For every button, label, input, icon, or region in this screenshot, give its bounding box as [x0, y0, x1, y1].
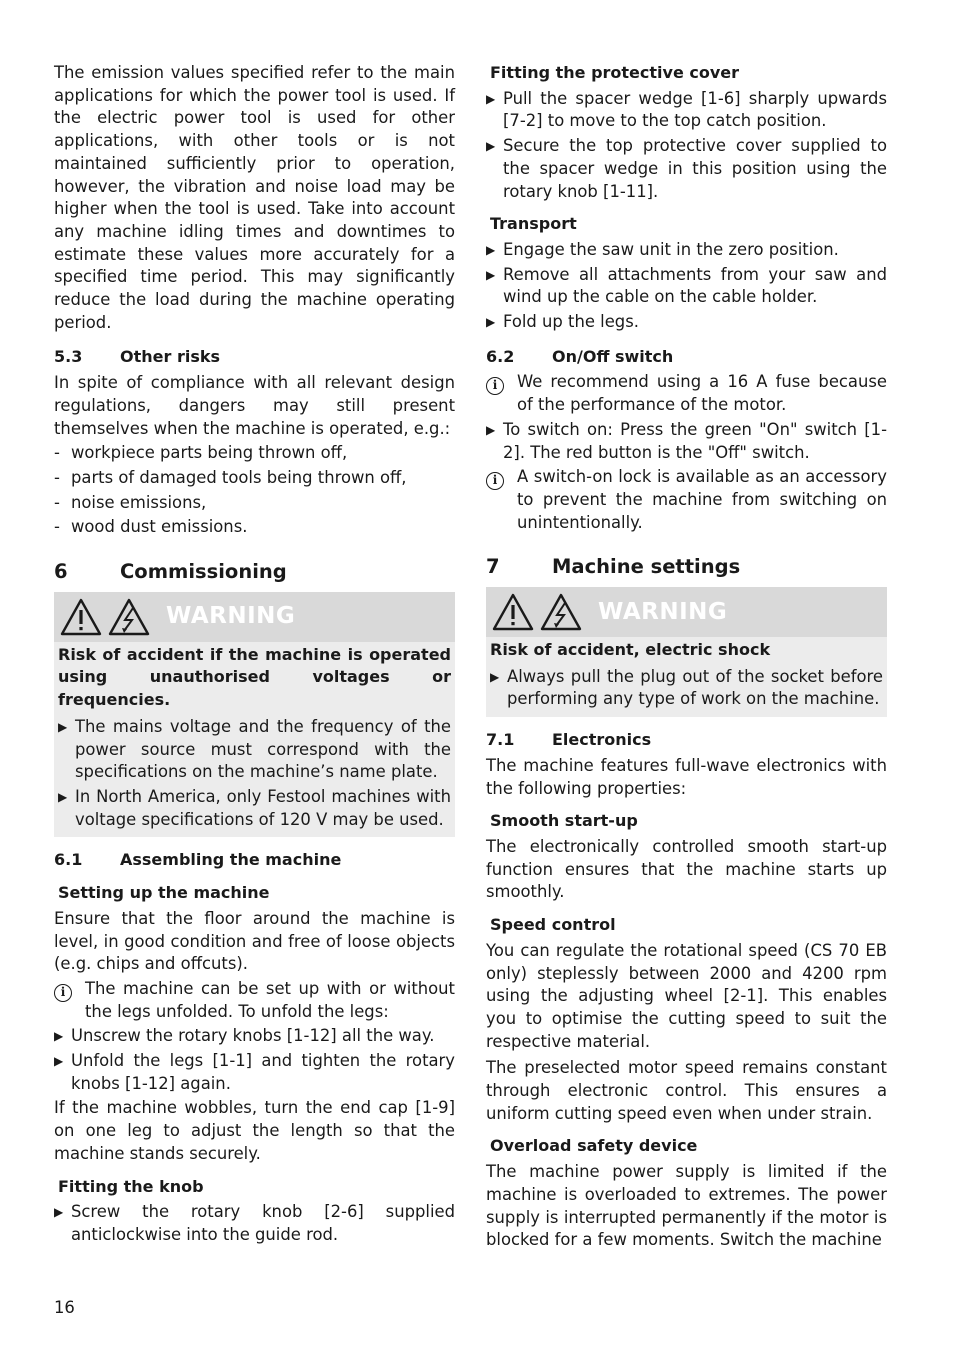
section-6-2-heading	[486, 346, 887, 369]
speed-control-subheading: Speed control	[490, 915, 616, 935]
arrow-bullet-icon: ▶	[486, 242, 496, 257]
right-column	[486, 62, 887, 1252]
smooth-start-paragraph: The electronically controlled smooth start-up function ensures that the machine starts up smoothly.	[486, 836, 887, 902]
list-item: - wood dust emissions.	[54, 517, 248, 537]
transport-subheading: Transport	[490, 214, 577, 234]
overload-paragraph: The machine power supply is limited if the machine is overloaded to extremes. The power supply is interrupted permanently if the motor is blocked for a few moments. Switch the machine	[486, 1162, 887, 1250]
section-6-1-heading	[54, 849, 455, 872]
info-note: i We recommend using a 16 A fuse because of the performance of the motor.	[486, 371, 887, 416]
list-item: ▶ Engage the saw unit in the zero position.	[486, 239, 887, 262]
section-7-1-heading	[486, 729, 887, 752]
info-icon: i	[486, 377, 504, 395]
warning-box	[486, 587, 887, 717]
smooth-start-subheading: Smooth start-up	[490, 811, 638, 831]
list-item: - parts of damaged tools being thrown off,	[54, 467, 407, 487]
info-note: i The machine can be set up with or without the legs unfolded. To unfold the legs:	[54, 978, 455, 1023]
emission-paragraph: The emission values specified refer to the main applications for which the power tool is used. If the electric power tool is used for other applications, with other tools or is not maintained sufficiently prior to operation, however, the vibration and noise load may be higher when the tool is used. Take into account any machine idling times and downtimes to estimate these values more accurately for a specified time period. This may significantly reduce the load during the machine operating period.	[54, 63, 455, 332]
chapter-title: Commissioning	[120, 560, 287, 584]
arrow-bullet-icon: ▶	[54, 1029, 64, 1044]
setup-paragraph: Ensure that the floor around the machine is level, in good condition and free of loose objects (e.g. chips and offcuts).	[54, 908, 455, 974]
arrow-bullet-icon: ▶	[490, 669, 500, 684]
list-item: ▶ Fold up the legs.	[486, 311, 887, 334]
arrow-bullet-icon: ▶	[486, 422, 496, 437]
warning-body	[486, 637, 887, 717]
section-number: 5.3	[54, 347, 83, 367]
cover-subheading: Fitting the protective cover	[490, 63, 740, 82]
list-item: ▶ Always pull the plug out of the socket before performing any type of work on the machine.	[490, 666, 883, 711]
warning-triangle-icon	[492, 593, 534, 631]
info-icon: i	[54, 984, 72, 1002]
warning-box	[54, 592, 455, 838]
section-number: 6.1	[54, 850, 83, 870]
warning-label: WARNING	[598, 598, 728, 625]
arrow-bullet-icon: ▶	[54, 1054, 64, 1069]
electronics-paragraph: The machine features full-wave electronics with the following properties:	[486, 755, 887, 798]
info-icon: i	[486, 472, 504, 490]
warning-header	[486, 587, 887, 637]
section-number: 7.1	[486, 730, 515, 750]
warning-triangle-icon	[60, 598, 102, 636]
arrow-bullet-icon: ▶	[486, 267, 496, 282]
list-item: ▶ Pull the spacer wedge [1-6] sharply upwards [7-2] to move to the top catch position.	[486, 88, 887, 133]
list-item: ▶ The mains voltage and the frequency of the power source must correspond with the specifications on the machine’s name plate.	[58, 716, 451, 784]
section-title: Electronics	[552, 730, 652, 750]
page-number: 16	[54, 1298, 75, 1317]
info-note: i A switch-on lock is available as an accessory to prevent the machine from switching on unintentionally.	[486, 466, 887, 534]
arrow-bullet-icon: ▶	[58, 719, 68, 734]
chapter-6-heading	[54, 561, 455, 584]
chapter-number: 7	[486, 555, 500, 579]
list-item: - noise emissions,	[54, 492, 207, 512]
speed-control-paragraph-2: The preselected motor speed remains constant through electronic control. This ensures a uniform cutting speed even when under strain.	[486, 1058, 887, 1123]
chapter-title: Machine settings	[552, 555, 741, 579]
arrow-bullet-icon: ▶	[54, 1205, 64, 1220]
arrow-bullet-icon: ▶	[486, 315, 496, 330]
electric-shock-icon	[108, 598, 150, 636]
section-number: 6.2	[486, 346, 515, 366]
list-item: ▶ Unfold the legs [1-1] and tighten the rotary knobs [1-12] again.	[54, 1050, 455, 1095]
section-title: Assembling the machine	[120, 850, 342, 870]
list-item: ▶ To switch on: Press the green "On" switch [1-2]. The red button is the "Off" switch.	[486, 419, 887, 464]
list-item: ▶ Unscrew the rotary knobs [1-12] all the way.	[54, 1025, 455, 1048]
chapter-number: 6	[54, 560, 68, 584]
arrow-bullet-icon: ▶	[486, 91, 496, 106]
left-column	[54, 62, 455, 1249]
list-item: ▶ Remove all attachments from your saw and wind up the cable on the cable holder.	[486, 264, 887, 309]
arrow-bullet-icon: ▶	[58, 789, 68, 804]
warning-label: WARNING	[166, 603, 296, 630]
list-item: ▶ Secure the top protective cover supplied to the spacer wedge in this position using the rotary knob [1-11].	[486, 135, 887, 203]
section-title: On/Off switch	[552, 346, 674, 366]
list-item: - workpiece parts being thrown off,	[54, 443, 348, 463]
warning-header	[54, 592, 455, 642]
warning-risk-text: Risk of accident if the machine is operated using unauthorised voltages or frequencies.	[58, 644, 451, 710]
wobble-paragraph: If the machine wobbles, turn the end cap [1-9] on one leg to adjust the length so that the machine stands securely.	[54, 1098, 455, 1163]
section-title: Other risks	[120, 347, 221, 367]
arrow-bullet-icon: ▶	[486, 139, 496, 154]
list-item: ▶ In North America, only Festool machines with voltage specifications of 120 V may be used.	[58, 786, 451, 831]
overload-subheading: Overload safety device	[490, 1136, 698, 1156]
other-risks-paragraph: In spite of compliance with all relevant design regulations, dangers may still present themselves when the machine is operated, e.g.:	[54, 373, 455, 438]
knob-subheading: Fitting the knob	[58, 1176, 204, 1196]
setup-subheading: Setting up the machine	[58, 883, 270, 903]
speed-control-paragraph: You can regulate the rotational speed (CS 70 EB only) steplessly between 2000 and 4200 rpm using the adjusting wheel [2-1]. This enables you to optimise the cutting speed to suit the respective material.	[486, 940, 887, 1051]
electric-shock-icon	[540, 593, 582, 631]
chapter-7-heading	[486, 556, 887, 579]
list-item: ▶ Screw the rotary knob [2-6] supplied anticlockwise into the guide rod.	[54, 1201, 455, 1246]
warning-risk-text: Risk of accident, electric shock	[490, 640, 771, 660]
warning-body	[54, 642, 455, 838]
section-5-3-heading	[54, 346, 455, 369]
